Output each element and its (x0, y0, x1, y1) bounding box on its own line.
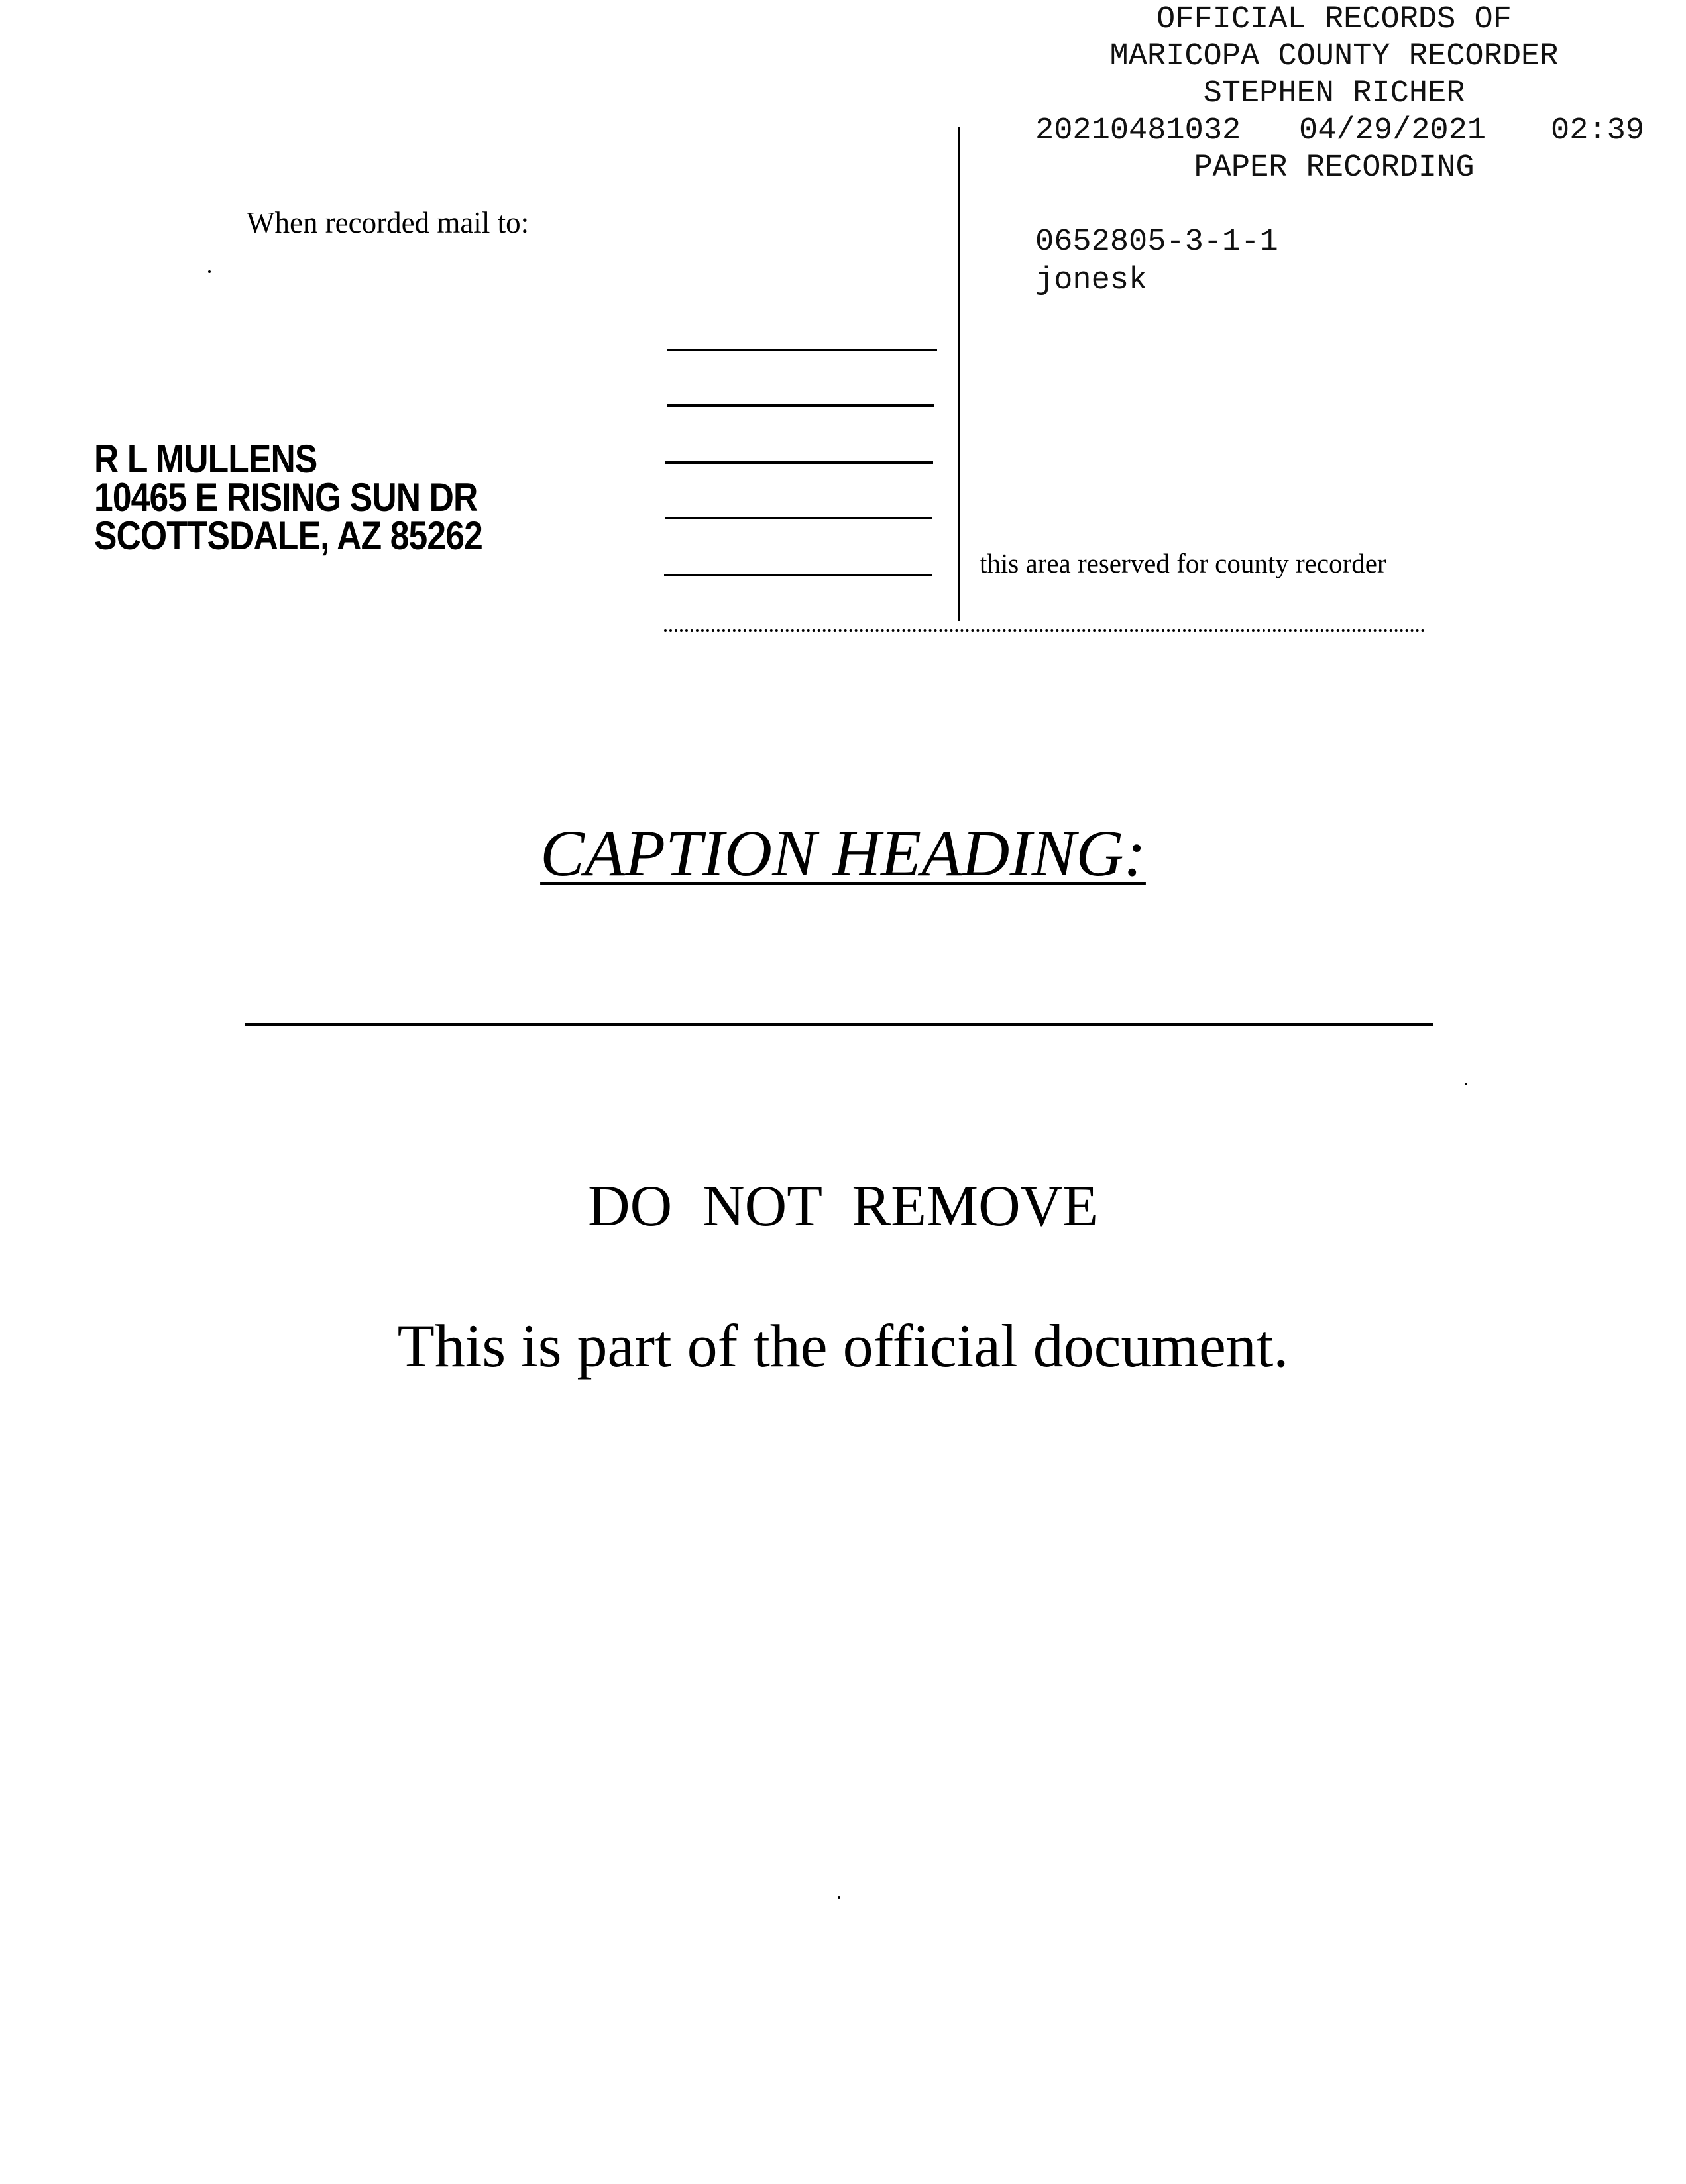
stamp-line-paper-recording: PAPER RECORDING (1194, 150, 1475, 186)
blank-line (667, 349, 937, 351)
notice-title: DO NOT REMOVE (588, 1174, 1098, 1238)
dotted-separator (664, 629, 1425, 632)
stamp-record-number: 20210481032 (1035, 113, 1241, 148)
notice-text: This is part of the official document. (397, 1312, 1289, 1380)
recipient-street: 10465 E RISING SUN DR (94, 475, 478, 519)
reserved-area-divider (958, 127, 960, 621)
blank-line (664, 574, 932, 576)
scan-speck (1465, 1083, 1467, 1085)
mail-to-label: When recorded mail to: (247, 206, 530, 239)
caption-rule (245, 1023, 1433, 1026)
stamp-line-recorder-name: STEPHEN RICHER (1203, 76, 1465, 111)
caption-heading: CAPTION HEADING: (540, 816, 1146, 890)
blank-line (665, 461, 933, 464)
stamp-record-time: 02:39 (1551, 113, 1645, 148)
scan-speck (208, 270, 211, 273)
stamp-clerk-id: jonesk (1035, 263, 1148, 298)
stamp-line-official-records: OFFICIAL RECORDS OF (1156, 2, 1512, 37)
stamp-line-county-recorder: MARICOPA COUNTY RECORDER (1109, 39, 1559, 74)
recipient-name: R L MULLENS (94, 437, 317, 481)
blank-line (665, 517, 932, 519)
recipient-city-state-zip: SCOTTSDALE, AZ 85262 (94, 514, 482, 558)
scan-speck (838, 1896, 840, 1899)
reserved-area-note: this area reserved for county recorder (980, 548, 1386, 578)
stamp-record-date: 04/29/2021 (1299, 113, 1487, 148)
stamp-reference-number: 0652805-3-1-1 (1035, 225, 1278, 260)
blank-line (667, 404, 934, 407)
recipient-address (94, 437, 482, 558)
